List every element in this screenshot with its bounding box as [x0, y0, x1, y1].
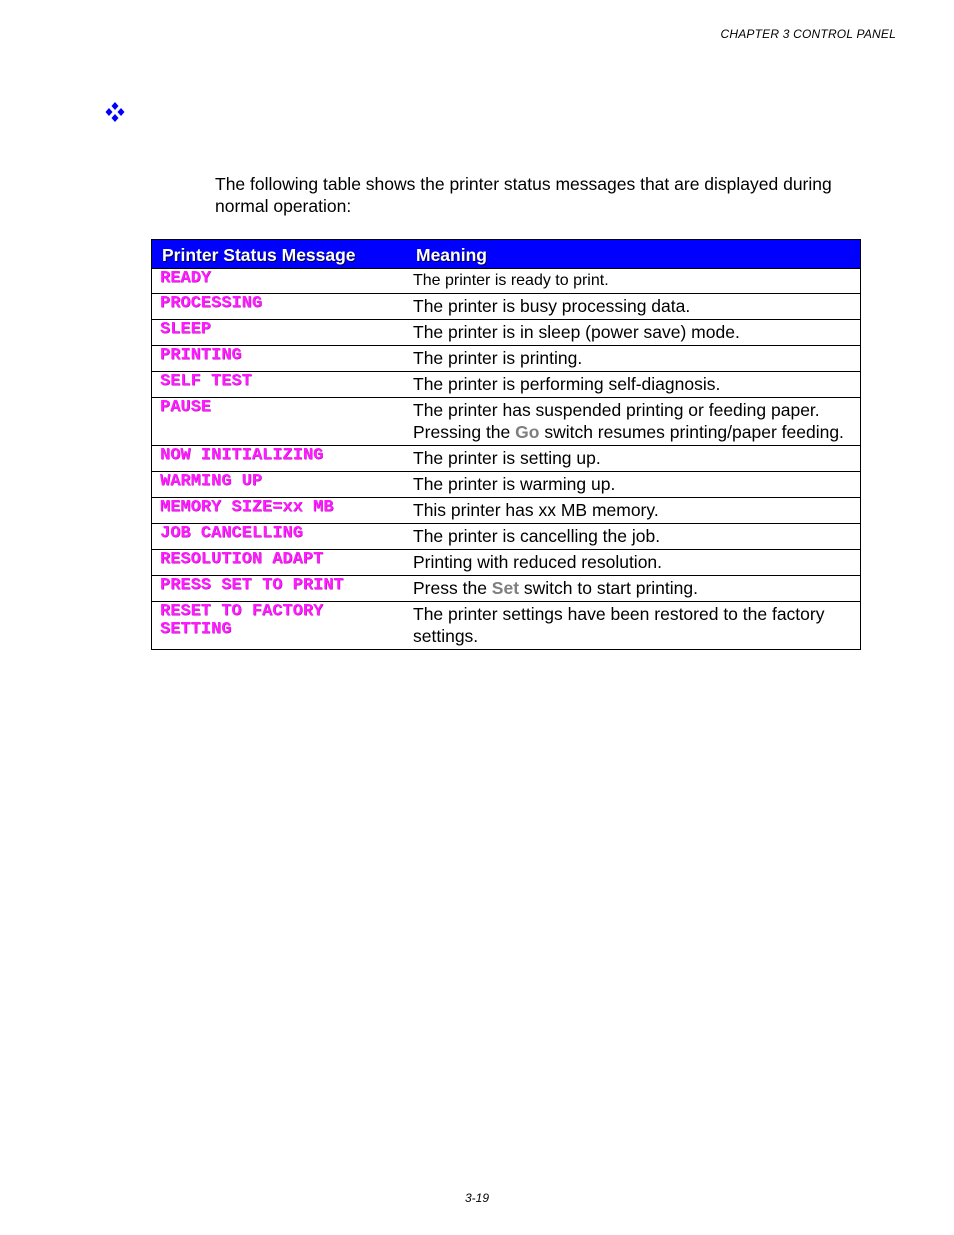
- status-meaning: The printer is setting up.: [406, 446, 861, 472]
- status-message: PRINTING: [152, 346, 407, 372]
- status-message: RESOLUTION ADAPT: [152, 550, 407, 576]
- table-row: [152, 472, 861, 498]
- table-row: [152, 602, 861, 650]
- status-message: PRESS SET TO PRINT: [152, 576, 407, 602]
- status-meaning: The printer is warming up.: [406, 472, 861, 498]
- status-meaning: [406, 398, 861, 446]
- intro-paragraph: The following table shows the printer status messages that are displayed during normal operation:: [215, 174, 832, 216]
- set-switch-label: Set: [491, 578, 520, 598]
- table-row: [152, 398, 861, 446]
- status-message: NOW INITIALIZING: [152, 446, 407, 472]
- status-meaning: The printer is ready to print.: [406, 269, 861, 294]
- table-row: [152, 346, 861, 372]
- table-row: [152, 446, 861, 472]
- status-meaning: The printer is busy processing data.: [406, 294, 861, 320]
- status-message: SLEEP: [152, 320, 407, 346]
- table-row: [152, 524, 861, 550]
- status-meaning: The printer settings have been restored to the factory settings.: [406, 602, 861, 650]
- status-message: PAUSE: [152, 398, 407, 446]
- table-row: [152, 372, 861, 398]
- chapter-header: CHAPTER 3 CONTROL PANEL: [720, 27, 896, 41]
- status-meaning: The printer is in sleep (power save) mode.: [406, 320, 861, 346]
- table-row: [152, 498, 861, 524]
- four-diamond-bullet-icon: [104, 101, 126, 123]
- status-meaning: This printer has xx MB memory.: [406, 498, 861, 524]
- status-meaning: The printer is printing.: [406, 346, 861, 372]
- status-message: SELF TEST: [152, 372, 407, 398]
- meaning-text: Press the: [413, 578, 492, 598]
- table-row: [152, 576, 861, 602]
- column-header-message: Printer Status Message: [152, 240, 407, 269]
- status-message-line: RESET TO FACTORY: [160, 602, 324, 621]
- status-meaning: The printer is performing self-diagnosis.: [406, 372, 861, 398]
- table-row: [152, 320, 861, 346]
- status-message: READY: [152, 269, 407, 294]
- status-message-table: [151, 239, 861, 650]
- table-row: [152, 294, 861, 320]
- status-message: [152, 602, 407, 650]
- meaning-text: switch to start printing.: [519, 578, 698, 598]
- meaning-text: switch resumes printing/paper feeding.: [539, 422, 844, 442]
- table-row: [152, 550, 861, 576]
- status-message: WARMING UP: [152, 472, 407, 498]
- status-message-line: SETTING: [160, 620, 232, 639]
- status-meaning: The printer is cancelling the job.: [406, 524, 861, 550]
- page-number: 3-19: [464, 1191, 490, 1205]
- status-meaning: Printing with reduced resolution.: [406, 550, 861, 576]
- go-switch-label: Go: [515, 422, 540, 442]
- column-header-meaning: Meaning: [406, 240, 861, 269]
- table-header-row: [152, 240, 861, 269]
- status-meaning: [406, 576, 861, 602]
- status-message: JOB CANCELLING: [152, 524, 407, 550]
- meaning-text: The printer has suspended printing or feeding paper. Pressing the: [413, 400, 820, 442]
- status-message: MEMORY SIZE=xx MB: [152, 498, 407, 524]
- table-row: [152, 269, 861, 294]
- status-message: PROCESSING: [152, 294, 407, 320]
